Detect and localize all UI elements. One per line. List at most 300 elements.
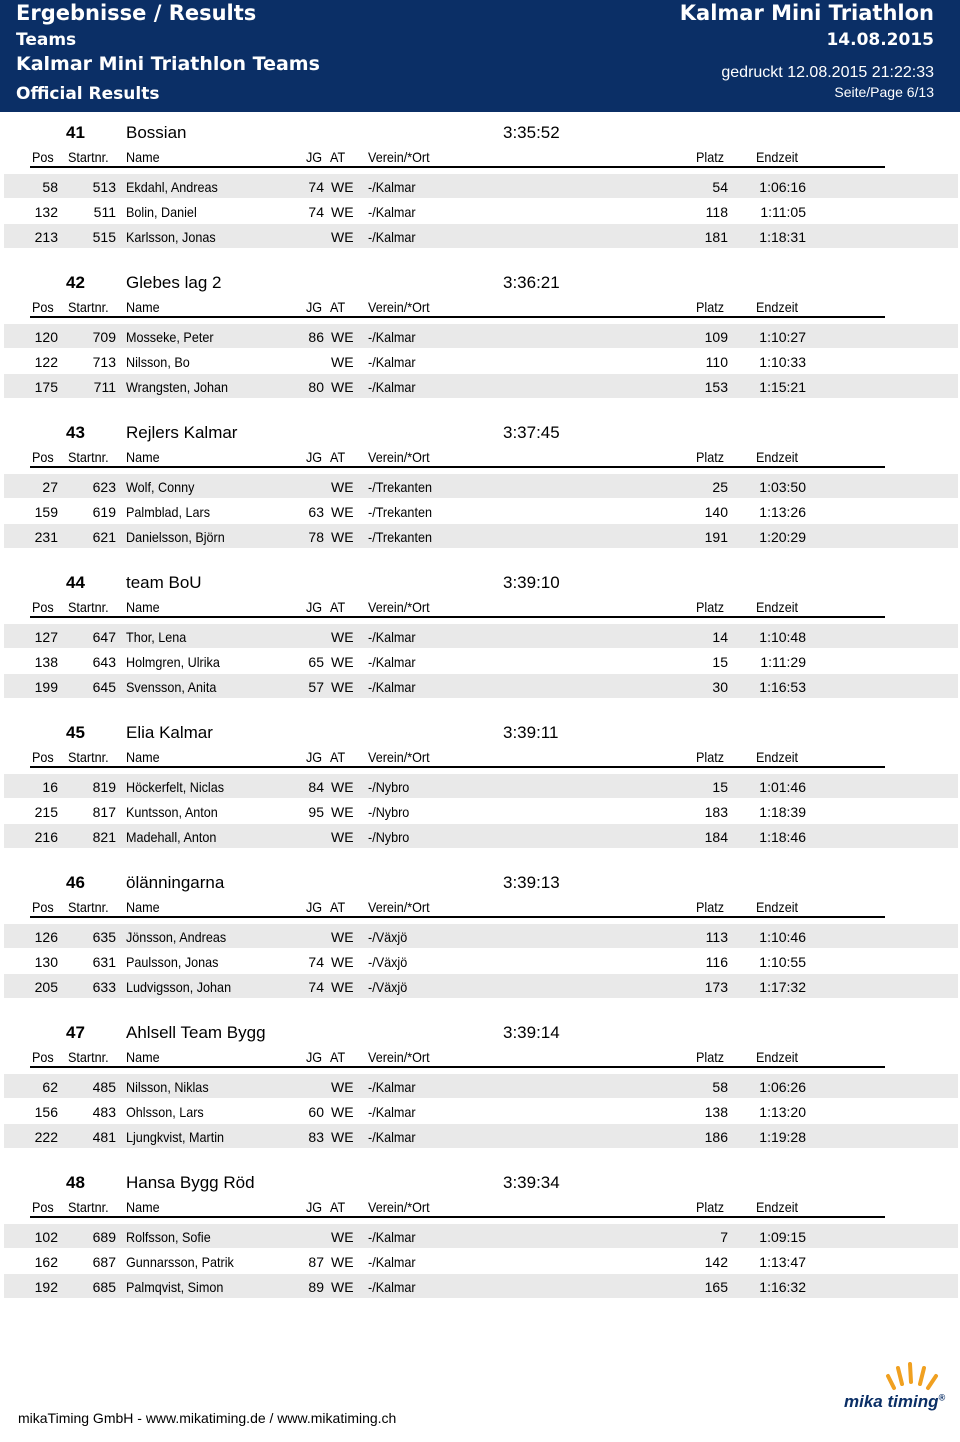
member-end-time: 1:15:21 bbox=[759, 379, 806, 395]
col-header-club: Verein/*Ort bbox=[368, 749, 430, 765]
member-start-number: 621 bbox=[92, 529, 116, 545]
table-row bbox=[4, 349, 958, 373]
member-age-group: WE bbox=[331, 679, 354, 695]
member-pos: 138 bbox=[34, 654, 58, 670]
page-number: Seite/Page 6/13 bbox=[834, 84, 934, 100]
col-header-end: Endzeit bbox=[756, 149, 799, 165]
logo-wordmark bbox=[844, 1392, 945, 1412]
col-header-jg: JG bbox=[306, 1199, 323, 1215]
member-age-group: WE bbox=[331, 179, 354, 195]
column-header-row bbox=[0, 596, 960, 618]
member-pos: 132 bbox=[34, 204, 58, 220]
member-name: Gunnarsson, Patrik bbox=[126, 1254, 234, 1270]
team-block bbox=[0, 112, 960, 262]
col-header-at: AT bbox=[330, 749, 346, 765]
table-row bbox=[4, 924, 958, 948]
member-name: Wolf, Conny bbox=[126, 479, 195, 495]
member-age-group: WE bbox=[331, 829, 354, 845]
member-start-number: 647 bbox=[92, 629, 116, 645]
member-place: 109 bbox=[704, 329, 728, 345]
team-block bbox=[0, 712, 960, 862]
member-end-time: 1:10:48 bbox=[759, 629, 806, 645]
member-place: 15 bbox=[712, 779, 728, 795]
member-start-number: 711 bbox=[93, 379, 116, 395]
member-pos: 205 bbox=[34, 979, 58, 995]
member-birth-year: 87 bbox=[308, 1254, 324, 1270]
member-club: -/Kalmar bbox=[368, 1279, 416, 1295]
member-club: -/Växjö bbox=[368, 979, 408, 995]
report-category: Teams bbox=[16, 30, 77, 50]
member-place: 140 bbox=[704, 504, 728, 520]
header-rule bbox=[30, 1066, 885, 1068]
column-header-row bbox=[0, 296, 960, 318]
member-end-time: 1:16:32 bbox=[759, 1279, 806, 1295]
col-header-pos: Pos bbox=[32, 599, 54, 615]
team-name: Bossian bbox=[126, 123, 187, 142]
member-start-number: 643 bbox=[92, 654, 116, 670]
table-row bbox=[4, 524, 958, 548]
member-name: Svensson, Anita bbox=[126, 679, 217, 695]
member-start-number: 821 bbox=[92, 829, 116, 845]
member-club: -/Kalmar bbox=[368, 1079, 416, 1095]
header-rule bbox=[30, 1216, 885, 1218]
col-header-end: Endzeit bbox=[756, 899, 799, 915]
header-rule bbox=[30, 616, 885, 618]
team-block bbox=[0, 1012, 960, 1162]
col-header-name: Name bbox=[126, 899, 160, 915]
member-club: -/Växjö bbox=[368, 929, 408, 945]
col-header-end: Endzeit bbox=[756, 449, 799, 465]
member-end-time: 1:11:05 bbox=[760, 204, 806, 220]
member-place: 183 bbox=[704, 804, 728, 820]
member-end-time: 1:16:53 bbox=[759, 679, 806, 695]
member-name: Kuntsson, Anton bbox=[126, 804, 218, 820]
member-pos: 192 bbox=[34, 1279, 58, 1295]
member-birth-year: 60 bbox=[308, 1104, 324, 1120]
column-header-row bbox=[0, 746, 960, 768]
member-pos: 127 bbox=[34, 629, 58, 645]
team-total-time: 3:39:11 bbox=[503, 723, 559, 742]
member-pos: 159 bbox=[34, 504, 58, 520]
table-row bbox=[4, 1224, 958, 1248]
member-name: Ohlsson, Lars bbox=[126, 1104, 204, 1120]
table-row bbox=[4, 499, 958, 523]
member-club: -/Kalmar bbox=[368, 229, 416, 245]
member-place: 118 bbox=[705, 204, 728, 220]
member-end-time: 1:18:31 bbox=[759, 229, 806, 245]
team-name: Ahlsell Team Bygg bbox=[126, 1023, 266, 1042]
member-place: 142 bbox=[704, 1254, 728, 1270]
member-end-time: 1:13:47 bbox=[759, 1254, 806, 1270]
member-end-time: 1:17:32 bbox=[759, 979, 806, 995]
col-header-start: Startnr. bbox=[68, 899, 109, 915]
member-pos: 175 bbox=[34, 379, 58, 395]
member-end-time: 1:10:33 bbox=[759, 354, 806, 370]
col-header-at: AT bbox=[330, 449, 346, 465]
table-row bbox=[4, 974, 958, 998]
table-row bbox=[4, 374, 958, 398]
member-birth-year: 78 bbox=[308, 529, 324, 545]
table-row bbox=[4, 1249, 958, 1273]
team-rank: 44 bbox=[66, 573, 85, 592]
member-pos: 27 bbox=[42, 479, 58, 495]
col-header-at: AT bbox=[330, 1049, 346, 1065]
member-start-number: 483 bbox=[92, 1104, 116, 1120]
member-end-time: 1:20:29 bbox=[759, 529, 806, 545]
member-birth-year: 63 bbox=[308, 504, 324, 520]
member-age-group: WE bbox=[331, 229, 354, 245]
member-pos: 199 bbox=[34, 679, 58, 695]
member-club: -/Nybro bbox=[368, 829, 410, 845]
team-header bbox=[0, 412, 960, 446]
col-header-jg: JG bbox=[306, 749, 323, 765]
col-header-start: Startnr. bbox=[68, 1199, 109, 1215]
event-date: 14.08.2015 bbox=[826, 30, 934, 50]
col-header-club: Verein/*Ort bbox=[368, 299, 430, 315]
member-place: 54 bbox=[712, 179, 728, 195]
printed-timestamp: gedruckt 12.08.2015 21:22:33 bbox=[721, 64, 934, 81]
member-name: Jönsson, Andreas bbox=[126, 929, 227, 945]
member-start-number: 689 bbox=[92, 1229, 116, 1245]
mika-timing-logo bbox=[836, 1358, 946, 1438]
team-rank: 48 bbox=[66, 1173, 85, 1192]
member-birth-year: 80 bbox=[308, 379, 324, 395]
table-row bbox=[4, 649, 958, 673]
member-age-group: WE bbox=[331, 929, 354, 945]
member-age-group: WE bbox=[331, 1279, 354, 1295]
member-start-number: 709 bbox=[92, 329, 116, 345]
member-club: -/Trekanten bbox=[368, 504, 432, 520]
member-birth-year: 84 bbox=[308, 779, 324, 795]
member-pos: 62 bbox=[42, 1079, 58, 1095]
member-start-number: 511 bbox=[93, 204, 116, 220]
column-header-row bbox=[0, 1196, 960, 1218]
table-row bbox=[4, 174, 958, 198]
col-header-jg: JG bbox=[306, 599, 323, 615]
member-end-time: 1:10:55 bbox=[759, 954, 806, 970]
col-header-name: Name bbox=[126, 449, 160, 465]
member-age-group: WE bbox=[331, 329, 354, 345]
member-place: 173 bbox=[704, 979, 728, 995]
report-subtitle: Kalmar Mini Triathlon Teams bbox=[16, 53, 320, 75]
member-place: 165 bbox=[704, 1279, 728, 1295]
team-header bbox=[0, 712, 960, 746]
team-name: Elia Kalmar bbox=[126, 723, 213, 742]
member-pos: 156 bbox=[34, 1104, 58, 1120]
member-place: 186 bbox=[704, 1129, 728, 1145]
member-club: -/Kalmar bbox=[368, 379, 416, 395]
col-header-club: Verein/*Ort bbox=[368, 449, 430, 465]
column-header-row bbox=[0, 146, 960, 168]
team-total-time: 3:35:52 bbox=[503, 123, 560, 142]
member-name: Thor, Lena bbox=[126, 629, 187, 645]
team-total-time: 3:39:13 bbox=[503, 873, 560, 892]
team-total-time: 3:37:45 bbox=[503, 423, 560, 442]
member-club: -/Växjö bbox=[368, 954, 408, 970]
member-age-group: WE bbox=[331, 779, 354, 795]
member-name: Wrangsten, Johan bbox=[126, 379, 229, 395]
member-age-group: WE bbox=[331, 954, 354, 970]
team-total-time: 3:36:21 bbox=[503, 273, 560, 292]
member-end-time: 1:13:20 bbox=[759, 1104, 806, 1120]
member-age-group: WE bbox=[331, 804, 354, 820]
team-block bbox=[0, 262, 960, 412]
member-start-number: 623 bbox=[92, 479, 116, 495]
team-rank: 41 bbox=[66, 123, 85, 142]
col-header-pos: Pos bbox=[32, 449, 54, 465]
member-place: 15 bbox=[712, 654, 728, 670]
col-header-place: Platz bbox=[696, 899, 725, 915]
member-name: Holmgren, Ulrika bbox=[126, 654, 220, 670]
col-header-end: Endzeit bbox=[756, 299, 799, 315]
member-name: Paulsson, Jonas bbox=[126, 954, 219, 970]
header-rule bbox=[30, 166, 885, 168]
member-start-number: 819 bbox=[92, 779, 116, 795]
col-header-pos: Pos bbox=[32, 1199, 54, 1215]
col-header-jg: JG bbox=[306, 149, 323, 165]
member-place: 181 bbox=[704, 229, 728, 245]
member-start-number: 513 bbox=[92, 179, 116, 195]
col-header-club: Verein/*Ort bbox=[368, 1199, 430, 1215]
member-end-time: 1:03:50 bbox=[759, 479, 806, 495]
member-place: 116 bbox=[705, 954, 728, 970]
member-end-time: 1:10:27 bbox=[759, 329, 806, 345]
team-rank: 47 bbox=[66, 1023, 85, 1042]
member-birth-year: 57 bbox=[308, 679, 324, 695]
member-birth-year: 86 bbox=[308, 329, 324, 345]
member-pos: 213 bbox=[34, 229, 58, 245]
member-start-number: 687 bbox=[92, 1254, 116, 1270]
col-header-name: Name bbox=[126, 1049, 160, 1065]
col-header-club: Verein/*Ort bbox=[368, 599, 430, 615]
team-name: team BoU bbox=[126, 573, 202, 592]
table-row bbox=[4, 624, 958, 648]
team-block bbox=[0, 1162, 960, 1312]
member-name: Höckerfelt, Niclas bbox=[126, 779, 225, 795]
col-header-pos: Pos bbox=[32, 1049, 54, 1065]
member-pos: 122 bbox=[34, 354, 58, 370]
col-header-jg: JG bbox=[306, 899, 323, 915]
member-start-number: 645 bbox=[92, 679, 116, 695]
member-end-time: 1:06:16 bbox=[759, 179, 806, 195]
col-header-pos: Pos bbox=[32, 299, 54, 315]
member-name: Karlsson, Jonas bbox=[126, 229, 216, 245]
member-pos: 215 bbox=[34, 804, 58, 820]
member-club: -/Kalmar bbox=[368, 354, 416, 370]
member-club: -/Kalmar bbox=[368, 629, 416, 645]
table-row bbox=[4, 1074, 958, 1098]
team-header bbox=[0, 862, 960, 896]
col-header-at: AT bbox=[330, 599, 346, 615]
member-start-number: 633 bbox=[92, 979, 116, 995]
member-name: Rolfsson, Sofie bbox=[126, 1229, 211, 1245]
member-age-group: WE bbox=[331, 204, 354, 220]
col-header-start: Startnr. bbox=[68, 1049, 109, 1065]
table-row bbox=[4, 199, 958, 223]
member-club: -/Kalmar bbox=[368, 679, 416, 695]
member-place: 184 bbox=[704, 829, 728, 845]
member-place: 30 bbox=[712, 679, 728, 695]
team-header bbox=[0, 262, 960, 296]
member-end-time: 1:18:46 bbox=[759, 829, 806, 845]
team-rank: 43 bbox=[66, 423, 85, 442]
table-row bbox=[4, 1124, 958, 1148]
member-birth-year: 89 bbox=[308, 1279, 324, 1295]
member-start-number: 635 bbox=[92, 929, 116, 945]
member-club: -/Kalmar bbox=[368, 329, 416, 345]
col-header-start: Startnr. bbox=[68, 299, 109, 315]
member-pos: 58 bbox=[42, 179, 58, 195]
member-name: Nilsson, Bo bbox=[126, 354, 190, 370]
member-start-number: 619 bbox=[92, 504, 116, 520]
col-header-club: Verein/*Ort bbox=[368, 149, 430, 165]
member-end-time: 1:01:46 bbox=[759, 779, 806, 795]
team-rank: 46 bbox=[66, 873, 85, 892]
report-title: Ergebnisse / Results bbox=[16, 1, 257, 25]
member-club: -/Trekanten bbox=[368, 479, 432, 495]
column-header-row bbox=[0, 1046, 960, 1068]
col-header-name: Name bbox=[126, 149, 160, 165]
team-total-time: 3:39:34 bbox=[503, 1173, 560, 1192]
member-end-time: 1:09:15 bbox=[759, 1229, 806, 1245]
col-header-end: Endzeit bbox=[756, 599, 799, 615]
col-header-name: Name bbox=[126, 599, 160, 615]
team-name: Glebes lag 2 bbox=[126, 273, 222, 292]
member-end-time: 1:06:26 bbox=[759, 1079, 806, 1095]
member-place: 58 bbox=[712, 1079, 728, 1095]
member-name: Mosseke, Peter bbox=[126, 329, 214, 345]
member-start-number: 713 bbox=[92, 354, 116, 370]
col-header-start: Startnr. bbox=[68, 149, 109, 165]
member-birth-year: 74 bbox=[308, 204, 324, 220]
member-age-group: WE bbox=[331, 629, 354, 645]
member-place: 110 bbox=[705, 354, 728, 370]
team-total-time: 3:39:10 bbox=[503, 573, 560, 592]
col-header-start: Startnr. bbox=[68, 749, 109, 765]
member-start-number: 817 bbox=[92, 804, 116, 820]
member-pos: 222 bbox=[34, 1129, 58, 1145]
member-start-number: 485 bbox=[92, 1079, 116, 1095]
member-pos: 16 bbox=[42, 779, 58, 795]
member-birth-year: 74 bbox=[308, 979, 324, 995]
team-rank: 45 bbox=[66, 723, 85, 742]
team-total-time: 3:39:14 bbox=[503, 1023, 560, 1042]
member-age-group: WE bbox=[331, 1129, 354, 1145]
table-row bbox=[4, 949, 958, 973]
member-age-group: WE bbox=[331, 354, 354, 370]
member-club: -/Kalmar bbox=[368, 204, 416, 220]
member-name: Bolin, Daniel bbox=[126, 204, 197, 220]
member-age-group: WE bbox=[331, 1104, 354, 1120]
table-row bbox=[4, 224, 958, 248]
member-end-time: 1:13:26 bbox=[759, 504, 806, 520]
col-header-name: Name bbox=[126, 1199, 160, 1215]
team-header bbox=[0, 1162, 960, 1196]
table-row bbox=[4, 1274, 958, 1298]
member-age-group: WE bbox=[331, 504, 354, 520]
team-header bbox=[0, 1012, 960, 1046]
member-start-number: 481 bbox=[92, 1129, 116, 1145]
member-name: Ekdahl, Andreas bbox=[126, 179, 218, 195]
member-place: 138 bbox=[704, 1104, 728, 1120]
col-header-club: Verein/*Ort bbox=[368, 1049, 430, 1065]
results-list bbox=[0, 112, 960, 1312]
table-row bbox=[4, 824, 958, 848]
table-row bbox=[4, 799, 958, 823]
col-header-start: Startnr. bbox=[68, 599, 109, 615]
header-rule bbox=[30, 766, 885, 768]
column-header-row bbox=[0, 446, 960, 468]
member-name: Ljungkvist, Martin bbox=[126, 1129, 225, 1145]
col-header-pos: Pos bbox=[32, 899, 54, 915]
col-header-place: Platz bbox=[696, 599, 725, 615]
col-header-jg: JG bbox=[306, 449, 323, 465]
table-row bbox=[4, 774, 958, 798]
member-end-time: 1:11:29 bbox=[760, 654, 806, 670]
team-header bbox=[0, 562, 960, 596]
member-start-number: 631 bbox=[92, 954, 116, 970]
col-header-at: AT bbox=[330, 149, 346, 165]
col-header-place: Platz bbox=[696, 149, 725, 165]
member-birth-year: 95 bbox=[308, 804, 324, 820]
header-rule bbox=[30, 316, 885, 318]
member-club: -/Kalmar bbox=[368, 1254, 416, 1270]
col-header-start: Startnr. bbox=[68, 449, 109, 465]
col-header-jg: JG bbox=[306, 1049, 323, 1065]
header-rule bbox=[30, 916, 885, 918]
col-header-end: Endzeit bbox=[756, 1049, 799, 1065]
member-club: -/Kalmar bbox=[368, 1229, 416, 1245]
member-pos: 231 bbox=[34, 529, 58, 545]
col-header-place: Platz bbox=[696, 449, 725, 465]
logo-registered-mark: ® bbox=[938, 1392, 946, 1403]
member-place: 113 bbox=[705, 929, 728, 945]
member-age-group: WE bbox=[331, 979, 354, 995]
col-header-at: AT bbox=[330, 1199, 346, 1215]
report-status: Official Results bbox=[16, 84, 160, 104]
col-header-place: Platz bbox=[696, 1049, 725, 1065]
team-name: Rejlers Kalmar bbox=[126, 423, 238, 442]
team-block bbox=[0, 562, 960, 712]
col-header-at: AT bbox=[330, 899, 346, 915]
member-age-group: WE bbox=[331, 1079, 354, 1095]
member-age-group: WE bbox=[331, 1254, 354, 1270]
member-start-number: 685 bbox=[92, 1279, 116, 1295]
member-club: -/Kalmar bbox=[368, 1104, 416, 1120]
member-age-group: WE bbox=[331, 1229, 354, 1245]
footer-text: mikaTiming GmbH - www.mikatiming.de / www.mikatiming.ch bbox=[18, 1410, 397, 1426]
member-place: 7 bbox=[720, 1229, 728, 1245]
member-birth-year: 74 bbox=[308, 179, 324, 195]
member-club: -/Kalmar bbox=[368, 1129, 416, 1145]
member-name: Danielsson, Björn bbox=[126, 529, 225, 545]
table-row bbox=[4, 324, 958, 348]
team-block bbox=[0, 862, 960, 1012]
member-club: -/Kalmar bbox=[368, 654, 416, 670]
member-place: 25 bbox=[712, 479, 728, 495]
member-age-group: WE bbox=[331, 379, 354, 395]
member-place: 14 bbox=[712, 629, 728, 645]
col-header-pos: Pos bbox=[32, 749, 54, 765]
member-club: -/Nybro bbox=[368, 804, 410, 820]
col-header-name: Name bbox=[126, 749, 160, 765]
member-age-group: WE bbox=[331, 479, 354, 495]
member-place: 191 bbox=[704, 529, 728, 545]
col-header-club: Verein/*Ort bbox=[368, 899, 430, 915]
team-block bbox=[0, 412, 960, 562]
member-age-group: WE bbox=[331, 529, 354, 545]
col-header-end: Endzeit bbox=[756, 1199, 799, 1215]
